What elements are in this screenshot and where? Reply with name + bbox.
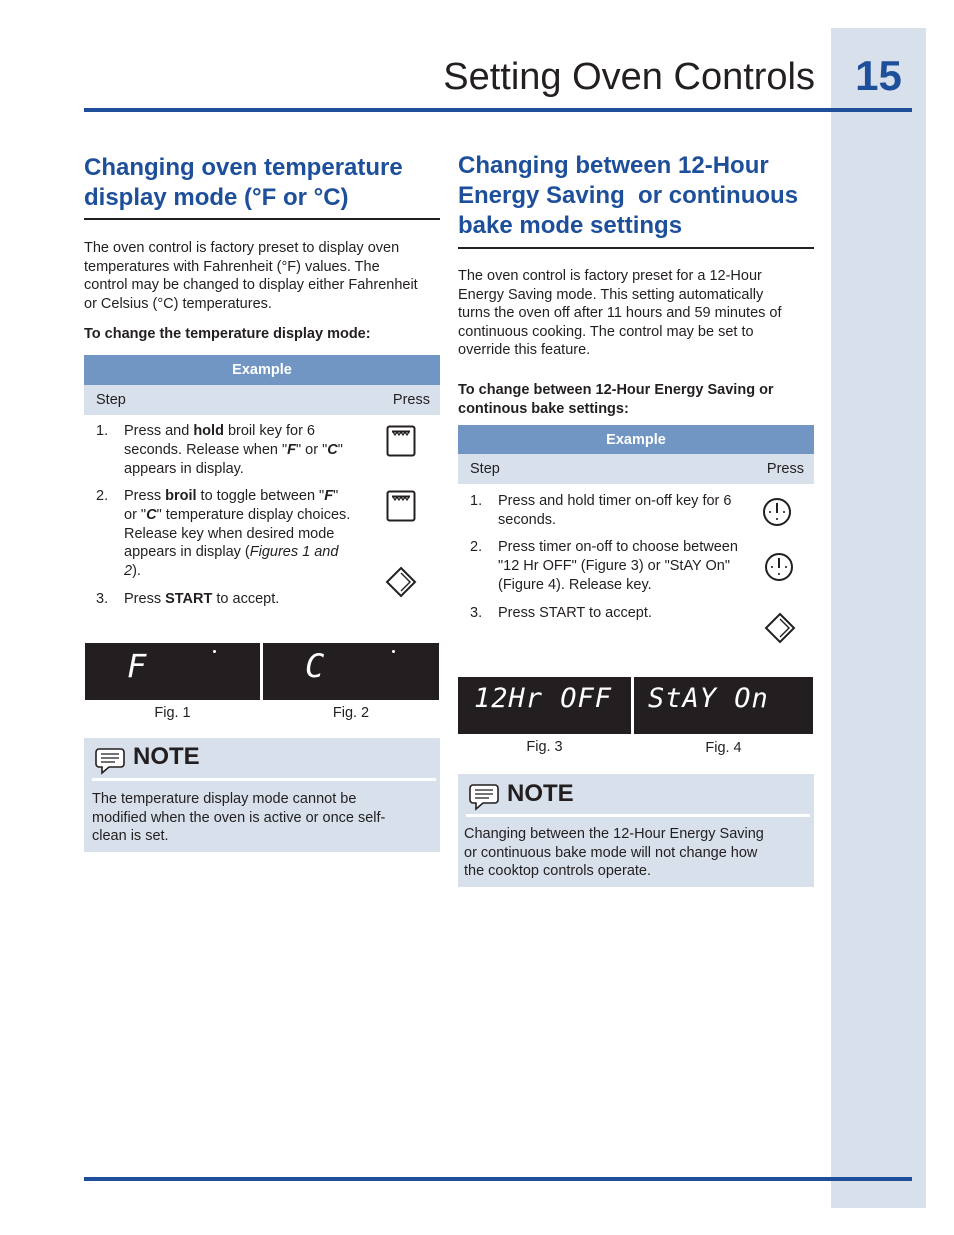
display-figure-2: C: [263, 643, 439, 700]
display-figure-1: F: [85, 643, 260, 700]
side-tab: [831, 28, 926, 1208]
right-instruction: To change between 12-Hour Energy Saving or continous bake settings:: [458, 382, 774, 417]
note-text: Changing between the 12-Hour Energy Saving or continuous bake mode will not change how the cooktop controls operate.: [464, 826, 764, 880]
page-number: 15: [855, 52, 902, 99]
step-line: seconds. Release when "F" or "C": [124, 441, 343, 458]
right-heading: Changing between 12-Hour Energy Saving or continuous bake mode settings: [458, 152, 799, 239]
note-icon: [469, 783, 499, 816]
broil-key-icon: [386, 490, 416, 527]
header-rule: [84, 108, 912, 112]
note-text: The temperature display mode cannot be modified when the oven is active or once self- clean is set.: [92, 791, 386, 845]
degree-dot: [392, 650, 395, 653]
col-step-label: Step: [96, 392, 126, 408]
step-line: Press broil to toggle between "F": [124, 488, 339, 504]
figure-caption-4: Fig. 4: [705, 740, 742, 756]
right-heading-rule: [458, 247, 814, 249]
step-line: or "C" temperature display choices.: [124, 506, 351, 523]
start-key-icon: [385, 566, 417, 603]
page-title: Setting Oven Controls: [443, 56, 815, 98]
start-key-icon: [764, 612, 796, 649]
figure-caption-1: Fig. 1: [154, 705, 191, 721]
note-rule: [466, 814, 810, 817]
right-intro: The oven control is factory preset for a 12-Hour Energy Saving mode. This setting automatically turns the oven off after 11 hours and 59 minutes of continuous cooking. The control may be set to override this feature.: [458, 268, 782, 359]
right-note: [458, 774, 814, 887]
timer-key-icon: [764, 552, 794, 587]
left-heading-rule: [84, 218, 440, 220]
step-line: Press and hold broil key for 6: [124, 423, 316, 439]
col-press-label: Press: [392, 392, 430, 408]
note-rule: [92, 778, 436, 781]
left-heading: Changing oven temperature display mode (°F or °C): [84, 154, 403, 211]
right-example-subheader: [458, 454, 814, 484]
figure-caption-3: Fig. 3: [526, 739, 563, 755]
degree-dot: [213, 650, 216, 653]
left-example-header: Example: [84, 355, 440, 385]
left-instruction: To change the temperature display mode:: [84, 326, 371, 342]
col-press-label: Press: [766, 461, 804, 477]
footer-rule: [84, 1177, 912, 1181]
figure-caption-2: Fig. 2: [332, 705, 370, 721]
note-icon: [95, 747, 125, 780]
display-figure-4: StAY On: [634, 677, 813, 734]
note-title: NOTE: [133, 743, 200, 770]
display-figure-3: 12Hr OFF: [458, 677, 631, 734]
note-title: NOTE: [507, 780, 574, 807]
step-line: 2).: [124, 563, 141, 580]
timer-key-icon: [762, 497, 792, 532]
left-example-subheader: [84, 385, 440, 415]
left-intro: The oven control is factory preset to display oven temperatures with Fahrenheit (°F) values. The control may be changed to display either Fahrenheit or Celsius (°C) temperatures.: [84, 240, 418, 312]
step-line: appears in display (Figures 1 and: [124, 544, 339, 561]
broil-key-icon: [386, 425, 416, 462]
col-step-label: Step: [470, 461, 500, 477]
right-example-header: Example: [458, 425, 814, 455]
left-note: [84, 738, 440, 852]
